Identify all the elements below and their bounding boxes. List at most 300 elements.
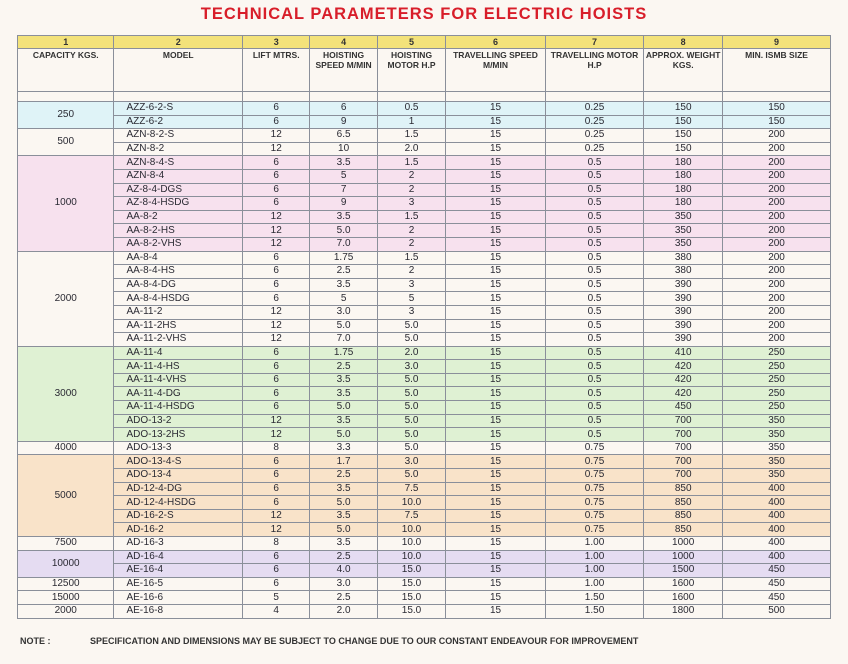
- travelling-speed-cell: 15: [446, 401, 546, 415]
- model-cell: AE-16-6: [114, 591, 243, 605]
- travelling-speed-cell: 15: [446, 469, 546, 483]
- travelling-speed-cell: 15: [446, 387, 546, 401]
- table-row: [18, 251, 831, 265]
- column-number: 7: [545, 36, 644, 49]
- ismb-size-cell: 400: [723, 496, 831, 510]
- column-header-travelling-speed: TRAVELLING SPEED M/MIN: [446, 49, 546, 92]
- weight-cell: 390: [644, 333, 723, 347]
- table-row: [18, 278, 831, 292]
- travelling-motor-cell: 0.5: [545, 333, 644, 347]
- column-header-capacity: CAPACITY KGS.: [18, 49, 114, 92]
- weight-cell: 850: [644, 509, 723, 523]
- hoisting-speed-cell: 6: [310, 102, 377, 116]
- capacity-cell: 12500: [18, 577, 114, 591]
- travelling-motor-cell: 0.75: [545, 482, 644, 496]
- model-cell: AD-12-4-DG: [114, 482, 243, 496]
- hoisting-speed-cell: 5: [310, 169, 377, 183]
- table-row: [18, 333, 831, 347]
- travelling-motor-cell: 1.00: [545, 537, 644, 551]
- weight-cell: 700: [644, 414, 723, 428]
- ismb-size-cell: 350: [723, 428, 831, 442]
- travelling-motor-cell: 0.5: [545, 265, 644, 279]
- table-row: [18, 156, 831, 170]
- weight-cell: 150: [644, 115, 723, 129]
- travelling-speed-cell: 15: [446, 142, 546, 156]
- hoisting-speed-cell: 9: [310, 115, 377, 129]
- model-cell: AA-11-2: [114, 305, 243, 319]
- travelling-motor-cell: 0.25: [545, 115, 644, 129]
- ismb-size-cell: 200: [723, 142, 831, 156]
- hoisting-motor-cell: 10.0: [377, 537, 445, 551]
- table-row: [18, 183, 831, 197]
- lift-cell: 12: [243, 509, 310, 523]
- hoisting-motor-cell: 3: [377, 278, 445, 292]
- travelling-speed-cell: 15: [446, 305, 546, 319]
- hoisting-motor-cell: 2: [377, 169, 445, 183]
- travelling-speed-cell: 15: [446, 564, 546, 578]
- travelling-motor-cell: 0.5: [545, 401, 644, 415]
- travelling-speed-cell: 15: [446, 496, 546, 510]
- travelling-speed-cell: 15: [446, 414, 546, 428]
- hoisting-speed-cell: 3.5: [310, 414, 377, 428]
- weight-cell: 450: [644, 401, 723, 415]
- weight-cell: 380: [644, 265, 723, 279]
- lift-cell: 6: [243, 115, 310, 129]
- weight-cell: 180: [644, 197, 723, 211]
- model-cell: AZZ-6-2-S: [114, 102, 243, 116]
- column-header-model: MODEL: [114, 49, 243, 92]
- travelling-motor-cell: 0.75: [545, 455, 644, 469]
- travelling-motor-cell: 0.25: [545, 142, 644, 156]
- weight-cell: 150: [644, 102, 723, 116]
- weight-cell: 350: [644, 210, 723, 224]
- column-header-ismb-size: MIN. ISMB SIZE: [723, 49, 831, 92]
- lift-cell: 6: [243, 387, 310, 401]
- hoisting-speed-cell: 3.5: [310, 278, 377, 292]
- capacity-cell: 500: [18, 129, 114, 156]
- ismb-size-cell: 200: [723, 183, 831, 197]
- hoisting-motor-cell: 0.5: [377, 102, 445, 116]
- capacity-cell: 4000: [18, 441, 114, 455]
- hoisting-motor-cell: 15.0: [377, 577, 445, 591]
- table-row: [18, 469, 831, 483]
- hoisting-speed-cell: 2.5: [310, 360, 377, 374]
- travelling-speed-cell: 15: [446, 115, 546, 129]
- hoisting-motor-cell: 2.0: [377, 142, 445, 156]
- travelling-speed-cell: 15: [446, 169, 546, 183]
- note-label: NOTE :: [20, 636, 51, 646]
- weight-cell: 350: [644, 237, 723, 251]
- weight-cell: 150: [644, 142, 723, 156]
- weight-cell: 390: [644, 319, 723, 333]
- model-cell: ADO-13-2: [114, 414, 243, 428]
- ismb-size-cell: 150: [723, 115, 831, 129]
- table-body: [18, 102, 831, 619]
- table-row: [18, 102, 831, 116]
- ismb-size-cell: 200: [723, 224, 831, 238]
- travelling-motor-cell: 0.75: [545, 496, 644, 510]
- hoisting-motor-cell: 15.0: [377, 564, 445, 578]
- travelling-speed-cell: 15: [446, 197, 546, 211]
- weight-cell: 1600: [644, 591, 723, 605]
- ismb-size-cell: 450: [723, 564, 831, 578]
- hoisting-speed-cell: 2.0: [310, 604, 377, 618]
- column-number: 8: [644, 36, 723, 49]
- travelling-motor-cell: 0.5: [545, 169, 644, 183]
- weight-cell: 150: [644, 129, 723, 143]
- lift-cell: 6: [243, 360, 310, 374]
- ismb-size-cell: 200: [723, 197, 831, 211]
- table-row: [18, 115, 831, 129]
- model-cell: AA-11-4: [114, 346, 243, 360]
- model-cell: ADO-13-2HS: [114, 428, 243, 442]
- travelling-speed-cell: 15: [446, 278, 546, 292]
- table-row: [18, 360, 831, 374]
- hoisting-motor-cell: 1.5: [377, 251, 445, 265]
- column-number: 2: [114, 36, 243, 49]
- hoisting-motor-cell: 3.0: [377, 360, 445, 374]
- hoisting-speed-cell: 3.5: [310, 509, 377, 523]
- hoisting-speed-cell: 9: [310, 197, 377, 211]
- ismb-size-cell: 500: [723, 604, 831, 618]
- hoisting-motor-cell: 10.0: [377, 496, 445, 510]
- travelling-motor-cell: 0.5: [545, 414, 644, 428]
- travelling-motor-cell: 0.5: [545, 319, 644, 333]
- travelling-speed-cell: 15: [446, 428, 546, 442]
- hoisting-motor-cell: 5.0: [377, 441, 445, 455]
- lift-cell: 6: [243, 183, 310, 197]
- lift-cell: 12: [243, 333, 310, 347]
- ismb-size-cell: 200: [723, 305, 831, 319]
- footnote: [20, 636, 830, 646]
- hoisting-speed-cell: 3.5: [310, 482, 377, 496]
- hoisting-motor-cell: 7.5: [377, 482, 445, 496]
- weight-cell: 1800: [644, 604, 723, 618]
- weight-cell: 410: [644, 346, 723, 360]
- ismb-size-cell: 250: [723, 346, 831, 360]
- travelling-motor-cell: 0.5: [545, 292, 644, 306]
- travelling-motor-cell: 0.5: [545, 360, 644, 374]
- hoisting-speed-cell: 3.5: [310, 537, 377, 551]
- table-row: [18, 523, 831, 537]
- model-cell: AZ-8-4-DGS: [114, 183, 243, 197]
- lift-cell: 6: [243, 455, 310, 469]
- table-row: [18, 346, 831, 360]
- travelling-speed-cell: 15: [446, 360, 546, 374]
- model-cell: AA-8-4-DG: [114, 278, 243, 292]
- model-cell: AD-16-2-S: [114, 509, 243, 523]
- hoisting-motor-cell: 5: [377, 292, 445, 306]
- model-cell: AA-11-4-DG: [114, 387, 243, 401]
- travelling-motor-cell: 0.5: [545, 387, 644, 401]
- table-row: [18, 224, 831, 238]
- weight-cell: 180: [644, 156, 723, 170]
- lift-cell: 6: [243, 278, 310, 292]
- travelling-motor-cell: 0.5: [545, 428, 644, 442]
- hoisting-speed-cell: 2.5: [310, 469, 377, 483]
- ismb-size-cell: 400: [723, 523, 831, 537]
- lift-cell: 6: [243, 265, 310, 279]
- travelling-speed-cell: 15: [446, 346, 546, 360]
- travelling-motor-cell: 0.5: [545, 156, 644, 170]
- lift-cell: 6: [243, 251, 310, 265]
- table-row: [18, 237, 831, 251]
- weight-cell: 700: [644, 441, 723, 455]
- travelling-motor-cell: 0.5: [545, 373, 644, 387]
- lift-cell: 12: [243, 129, 310, 143]
- capacity-cell: 3000: [18, 346, 114, 441]
- weight-cell: 420: [644, 360, 723, 374]
- lift-cell: 6: [243, 197, 310, 211]
- travelling-motor-cell: 0.75: [545, 441, 644, 455]
- lift-cell: 6: [243, 550, 310, 564]
- ismb-size-cell: 200: [723, 265, 831, 279]
- hoisting-motor-cell: 3: [377, 305, 445, 319]
- travelling-motor-cell: 0.5: [545, 197, 644, 211]
- weight-cell: 390: [644, 305, 723, 319]
- hoisting-speed-cell: 1.75: [310, 251, 377, 265]
- table-row: [18, 428, 831, 442]
- lift-cell: 12: [243, 142, 310, 156]
- travelling-speed-cell: 15: [446, 183, 546, 197]
- hoisting-motor-cell: 5.0: [377, 319, 445, 333]
- model-cell: AA-11-2-VHS: [114, 333, 243, 347]
- hoisting-motor-cell: 5.0: [377, 333, 445, 347]
- model-cell: AA-8-4: [114, 251, 243, 265]
- lift-cell: 12: [243, 414, 310, 428]
- hoisting-motor-cell: 1.5: [377, 129, 445, 143]
- table-row: [18, 550, 831, 564]
- travelling-motor-cell: 1.00: [545, 577, 644, 591]
- model-cell: AZN-8-2-S: [114, 129, 243, 143]
- header-spacer-row: [18, 92, 831, 102]
- hoisting-speed-cell: 3.0: [310, 305, 377, 319]
- hoisting-speed-cell: 10: [310, 142, 377, 156]
- travelling-speed-cell: 15: [446, 373, 546, 387]
- weight-cell: 420: [644, 387, 723, 401]
- lift-cell: 4: [243, 604, 310, 618]
- travelling-motor-cell: 1.50: [545, 604, 644, 618]
- travelling-motor-cell: 1.00: [545, 564, 644, 578]
- hoisting-motor-cell: 10.0: [377, 523, 445, 537]
- ismb-size-cell: 450: [723, 591, 831, 605]
- table-row: [18, 387, 831, 401]
- ismb-size-cell: 400: [723, 537, 831, 551]
- hoisting-speed-cell: 2.5: [310, 265, 377, 279]
- ismb-size-cell: 200: [723, 156, 831, 170]
- model-cell: AZN-8-2: [114, 142, 243, 156]
- model-cell: AE-16-4: [114, 564, 243, 578]
- travelling-motor-cell: 1.50: [545, 591, 644, 605]
- model-cell: AA-8-4-HSDG: [114, 292, 243, 306]
- travelling-motor-cell: 0.5: [545, 346, 644, 360]
- weight-cell: 350: [644, 224, 723, 238]
- lift-cell: 6: [243, 169, 310, 183]
- ismb-size-cell: 350: [723, 455, 831, 469]
- ismb-size-cell: 350: [723, 469, 831, 483]
- lift-cell: 6: [243, 469, 310, 483]
- table-row: [18, 305, 831, 319]
- ismb-size-cell: 200: [723, 169, 831, 183]
- table-row: [18, 441, 831, 455]
- weight-cell: 180: [644, 169, 723, 183]
- ismb-size-cell: 200: [723, 333, 831, 347]
- travelling-motor-cell: 0.75: [545, 523, 644, 537]
- hoisting-speed-cell: 3.0: [310, 577, 377, 591]
- hoisting-speed-cell: 3.3: [310, 441, 377, 455]
- weight-cell: 1500: [644, 564, 723, 578]
- ismb-size-cell: 200: [723, 129, 831, 143]
- lift-cell: 12: [243, 428, 310, 442]
- lift-cell: 12: [243, 237, 310, 251]
- model-cell: AA-11-4-HSDG: [114, 401, 243, 415]
- weight-cell: 850: [644, 482, 723, 496]
- hoisting-speed-cell: 5.0: [310, 401, 377, 415]
- model-cell: AE-16-8: [114, 604, 243, 618]
- hoisting-motor-cell: 1.5: [377, 156, 445, 170]
- hoisting-motor-cell: 2: [377, 265, 445, 279]
- lift-cell: 12: [243, 224, 310, 238]
- table-row: [18, 319, 831, 333]
- capacity-cell: 10000: [18, 550, 114, 577]
- travelling-motor-cell: 0.75: [545, 509, 644, 523]
- hoisting-speed-cell: 7.0: [310, 237, 377, 251]
- model-cell: ADO-13-4-S: [114, 455, 243, 469]
- column-number: 4: [310, 36, 377, 49]
- hoisting-speed-cell: 5.0: [310, 224, 377, 238]
- table-row: [18, 509, 831, 523]
- lift-cell: 12: [243, 305, 310, 319]
- hoisting-motor-cell: 10.0: [377, 550, 445, 564]
- ismb-size-cell: 200: [723, 237, 831, 251]
- lift-cell: 6: [243, 482, 310, 496]
- capacity-cell: 250: [18, 102, 114, 129]
- weight-cell: 850: [644, 523, 723, 537]
- column-header-lift: LIFT MTRS.: [243, 49, 310, 92]
- lift-cell: 6: [243, 102, 310, 116]
- column-header-travelling-motor: TRAVELLING MOTOR H.P: [545, 49, 644, 92]
- lift-cell: 5: [243, 591, 310, 605]
- column-header-weight: APPROX. WEIGHT KGS.: [644, 49, 723, 92]
- capacity-cell: 2000: [18, 604, 114, 618]
- model-cell: ADO-13-4: [114, 469, 243, 483]
- column-number-row: [18, 36, 831, 49]
- hoisting-motor-cell: 5.0: [377, 469, 445, 483]
- ismb-size-cell: 200: [723, 319, 831, 333]
- capacity-cell: 15000: [18, 591, 114, 605]
- travelling-speed-cell: 15: [446, 319, 546, 333]
- travelling-motor-cell: 0.5: [545, 305, 644, 319]
- travelling-speed-cell: 15: [446, 129, 546, 143]
- capacity-cell: 7500: [18, 537, 114, 551]
- hoisting-speed-cell: 3.5: [310, 210, 377, 224]
- hoisting-motor-cell: 2: [377, 224, 445, 238]
- hoisting-motor-cell: 15.0: [377, 591, 445, 605]
- weight-cell: 850: [644, 496, 723, 510]
- weight-cell: 180: [644, 183, 723, 197]
- travelling-speed-cell: 15: [446, 333, 546, 347]
- travelling-motor-cell: 0.5: [545, 224, 644, 238]
- hoisting-motor-cell: 1.5: [377, 210, 445, 224]
- hoisting-motor-cell: 7.5: [377, 509, 445, 523]
- hoisting-speed-cell: 1.75: [310, 346, 377, 360]
- lift-cell: 6: [243, 577, 310, 591]
- lift-cell: 6: [243, 292, 310, 306]
- travelling-motor-cell: 0.25: [545, 129, 644, 143]
- travelling-speed-cell: 15: [446, 156, 546, 170]
- travelling-speed-cell: 15: [446, 237, 546, 251]
- hoisting-motor-cell: 5.0: [377, 401, 445, 415]
- travelling-motor-cell: 0.5: [545, 237, 644, 251]
- table-row: [18, 210, 831, 224]
- hoisting-speed-cell: 3.5: [310, 387, 377, 401]
- model-cell: AZ-8-4-HSDG: [114, 197, 243, 211]
- hoisting-motor-cell: 2.0: [377, 346, 445, 360]
- hoisting-motor-cell: 15.0: [377, 604, 445, 618]
- travelling-speed-cell: 15: [446, 210, 546, 224]
- weight-cell: 1600: [644, 577, 723, 591]
- model-cell: AZZ-6-2: [114, 115, 243, 129]
- capacity-cell: 2000: [18, 251, 114, 346]
- ismb-size-cell: 250: [723, 387, 831, 401]
- travelling-motor-cell: 0.75: [545, 469, 644, 483]
- ismb-size-cell: 250: [723, 401, 831, 415]
- column-number: 1: [18, 36, 114, 49]
- travelling-motor-cell: 1.00: [545, 550, 644, 564]
- lift-cell: 8: [243, 537, 310, 551]
- table-row: [18, 577, 831, 591]
- model-cell: AA-8-2-VHS: [114, 237, 243, 251]
- ismb-size-cell: 350: [723, 414, 831, 428]
- lift-cell: 6: [243, 373, 310, 387]
- table-row: [18, 169, 831, 183]
- weight-cell: 1000: [644, 537, 723, 551]
- hoisting-speed-cell: 5: [310, 292, 377, 306]
- lift-cell: 8: [243, 441, 310, 455]
- table-row: [18, 482, 831, 496]
- hoisting-motor-cell: 5.0: [377, 373, 445, 387]
- weight-cell: 420: [644, 373, 723, 387]
- model-cell: AD-16-2: [114, 523, 243, 537]
- table-row: [18, 537, 831, 551]
- lift-cell: 6: [243, 401, 310, 415]
- weight-cell: 1000: [644, 550, 723, 564]
- travelling-speed-cell: 15: [446, 251, 546, 265]
- model-cell: AZN-8-4-S: [114, 156, 243, 170]
- ismb-size-cell: 450: [723, 577, 831, 591]
- weight-cell: 700: [644, 455, 723, 469]
- table-row: [18, 455, 831, 469]
- hoisting-speed-cell: 4.0: [310, 564, 377, 578]
- lift-cell: 6: [243, 564, 310, 578]
- travelling-motor-cell: 0.5: [545, 278, 644, 292]
- travelling-motor-cell: 0.5: [545, 251, 644, 265]
- hoisting-speed-cell: 1.7: [310, 455, 377, 469]
- hoisting-motor-cell: 5.0: [377, 414, 445, 428]
- travelling-motor-cell: 0.25: [545, 102, 644, 116]
- model-cell: AA-11-2HS: [114, 319, 243, 333]
- model-cell: AA-11-4-HS: [114, 360, 243, 374]
- capacity-cell: 5000: [18, 455, 114, 537]
- capacity-cell: 1000: [18, 156, 114, 251]
- table-row: [18, 265, 831, 279]
- travelling-speed-cell: 15: [446, 577, 546, 591]
- note-text: SPECIFICATION AND DIMENSIONS MAY BE SUBJECT TO CHANGE DUE TO OUR CONSTANT ENDEAVOUR FOR IMPROVEMENT: [90, 636, 639, 646]
- table-row: [18, 373, 831, 387]
- ismb-size-cell: 400: [723, 509, 831, 523]
- lift-cell: 12: [243, 210, 310, 224]
- model-cell: AD-16-3: [114, 537, 243, 551]
